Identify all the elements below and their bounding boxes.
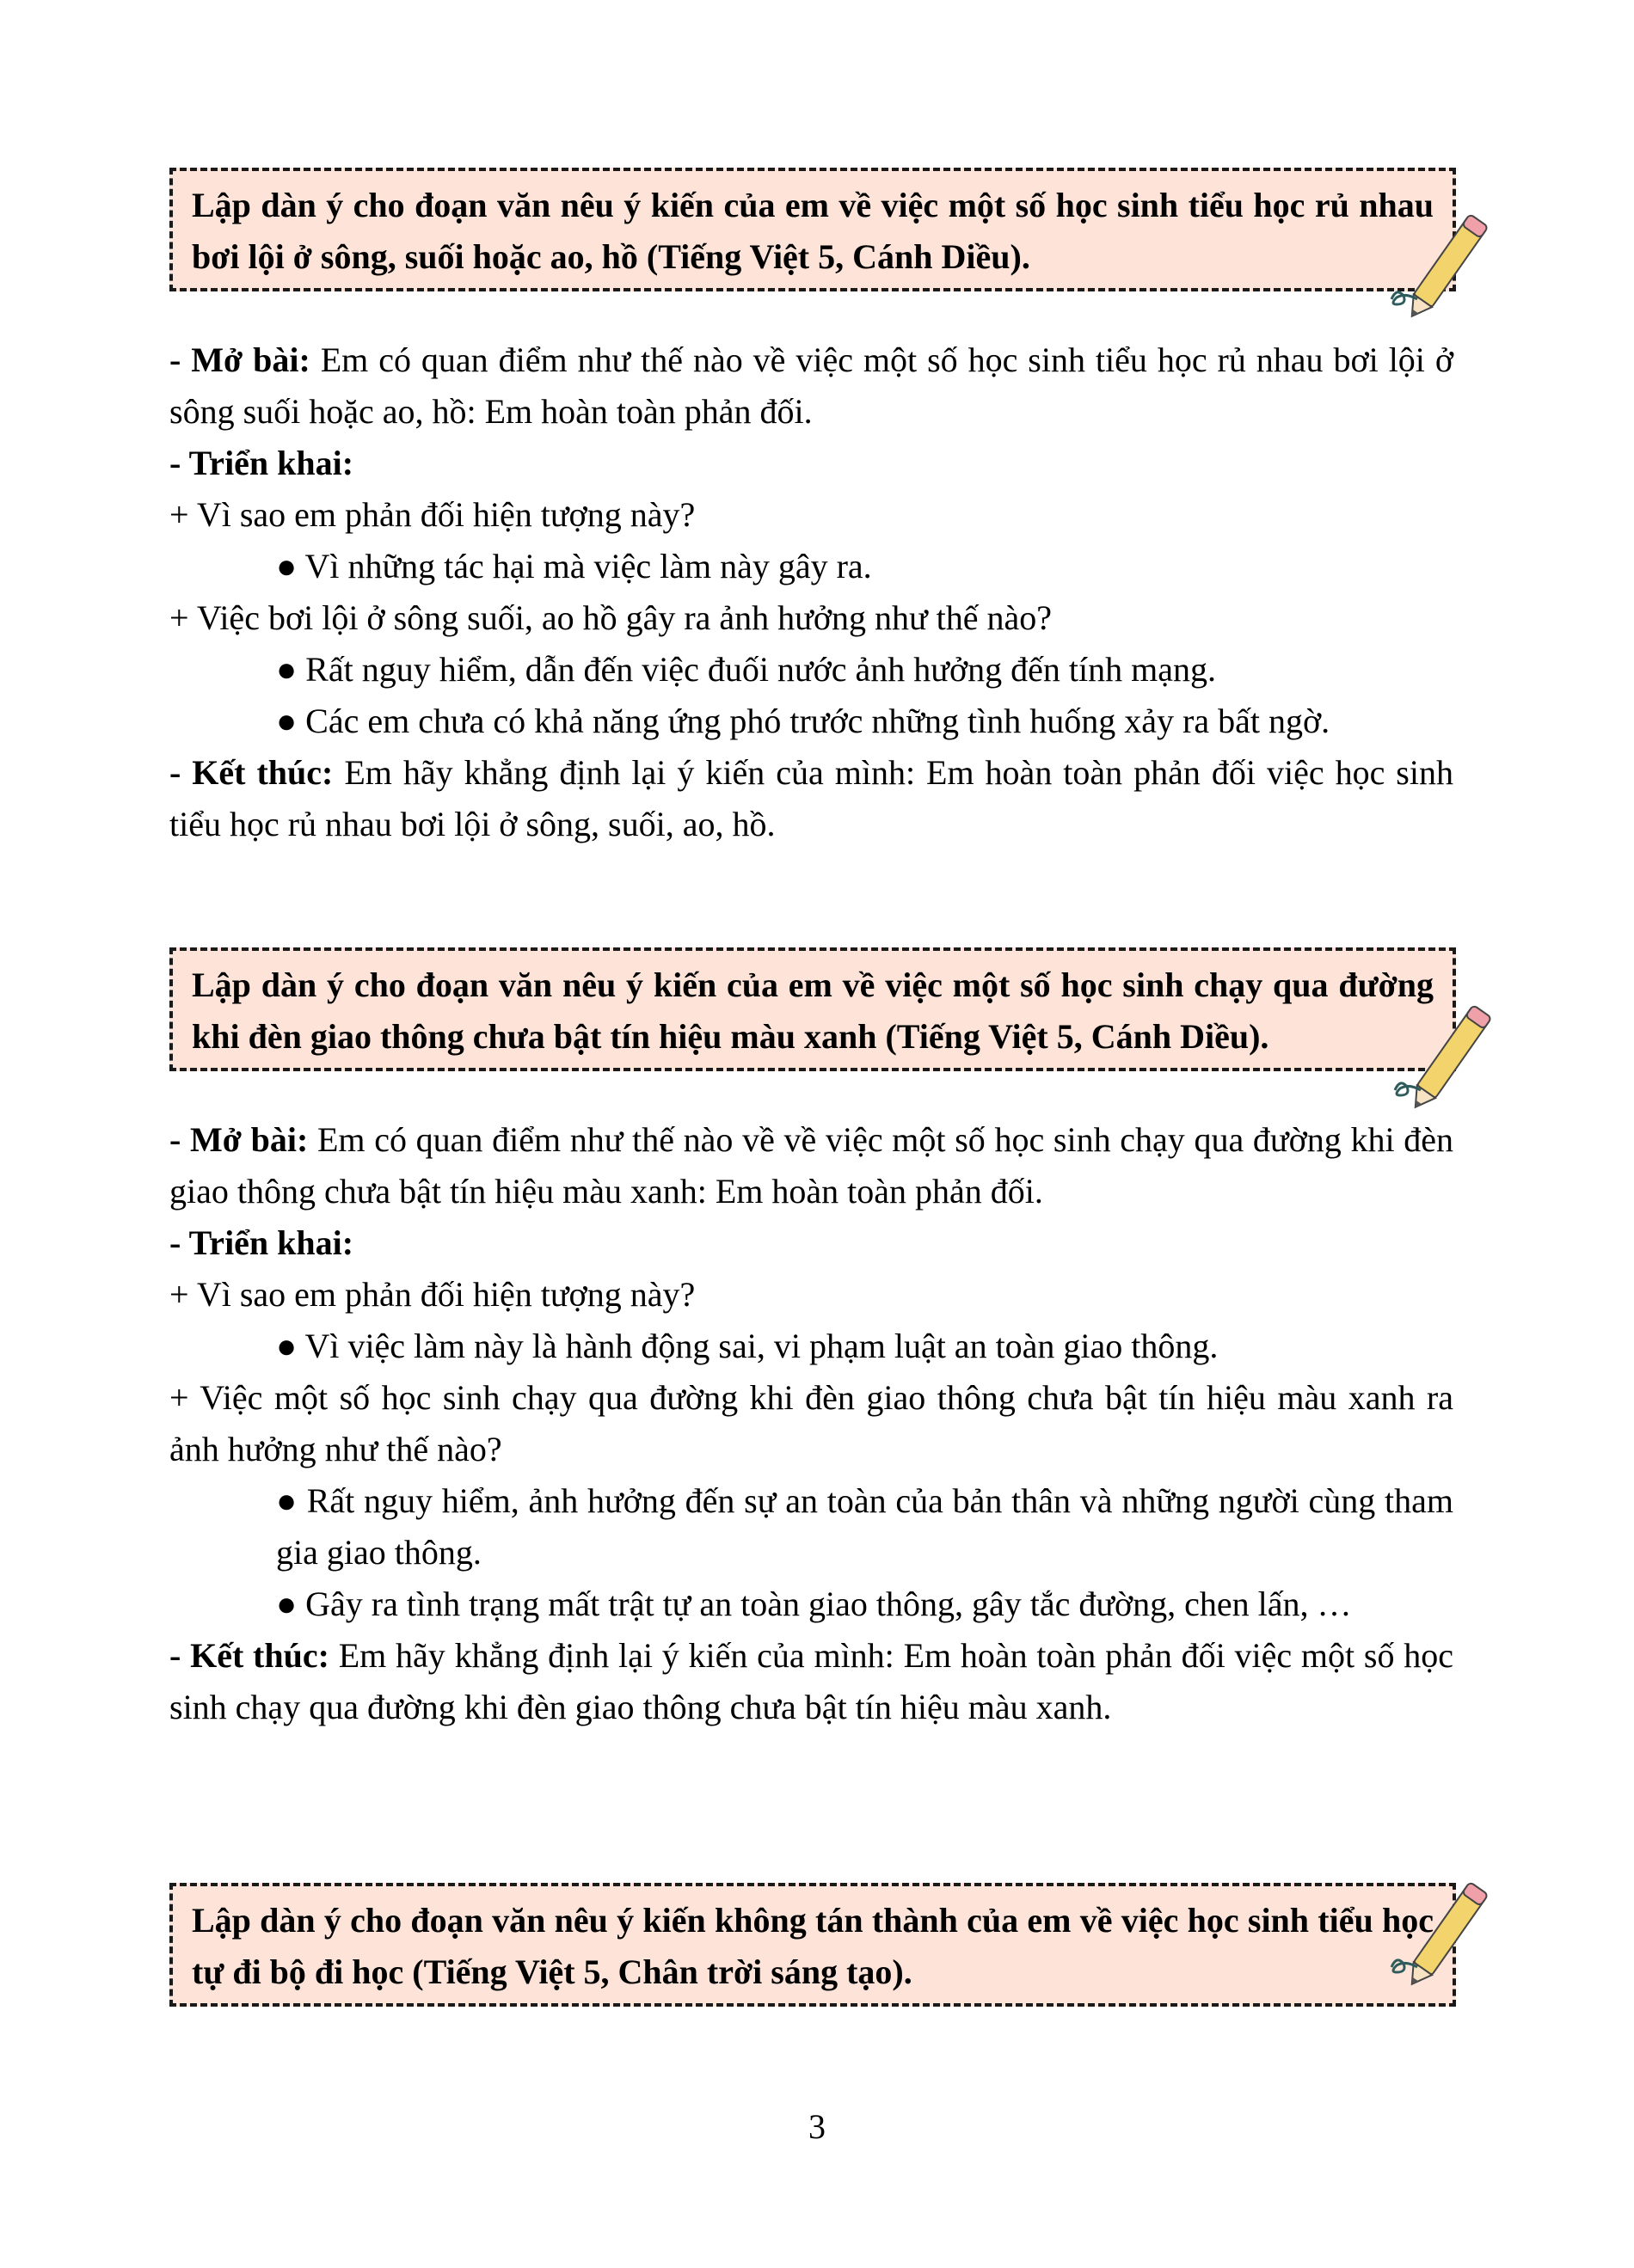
section-1 [169,168,1453,850]
pencil-icon [1374,1874,1503,1986]
question-2: + Việc bơi lội ở sông suối, ao hồ gây ra ảnh hưởng như thế nào? [169,598,1053,637]
question-2: + Việc một số học sinh chạy qua đường khi đèn giao thông chưa bật tín hiệu màu xanh ra ảnh hưởng như thế nào? [169,1378,1453,1468]
answer-2: ● Rất nguy hiểm, ảnh hưởng đến sự an toàn của bản thân và những người cùng tham gia giao thông. [276,1481,1453,1572]
ket-thuc-label: - Kết thúc: [169,753,334,792]
ket-thuc [169,747,1453,850]
exercise-title-box [169,168,1456,291]
answer-3: ● Các em chưa có khả năng ứng phó trước những tình huống xảy ra bất ngờ. [276,702,1330,740]
answer-2: ● Rất nguy hiểm, dẫn đến việc đuối nước ảnh hưởng đến tính mạng. [276,650,1216,689]
question-1: + Vì sao em phản đối hiện tượng này? [169,495,696,534]
answer-1: ● Vì những tác hại mà việc làm này gây ra. [276,547,872,585]
ket-thuc [169,1630,1453,1733]
pencil-icon [1374,206,1503,318]
mo-bai [169,334,1453,438]
answer-3: ● Gây ra tình trạng mất trật tự an toàn giao thông, gây tắc đường, chen lấn, … [276,1585,1352,1623]
section-2 [169,947,1453,1733]
mo-bai [169,1114,1453,1217]
mo-bai-text: Em có quan điểm như thế nào về về việc một số học sinh chạy qua đường khi đèn giao thông chưa bật tín hiệu màu xanh: Em hoàn toàn phản đối. [169,1120,1453,1211]
pencil-icon [1378,997,1507,1109]
section-3 [169,1883,1453,2007]
answer-1: ● Vì việc làm này là hành động sai, vi phạm luật an toàn giao thông. [276,1327,1219,1365]
trien-khai-label: - Triển khai: [169,444,354,482]
exercise-title-box [169,1883,1456,2007]
ket-thuc-text: Em hãy khẳng định lại ý kiến của mình: Em hoàn toàn phản đối việc một số học sinh chạy qua đường khi đèn giao thông chưa bật tín hiệu màu xanh. [169,1636,1453,1726]
ket-thuc-label: - Kết thúc: [169,1636,329,1675]
mo-bai-label: - Mở bài: [169,1120,309,1159]
ket-thuc-text: Em hãy khẳng định lại ý kiến của mình: Em hoàn toàn phản đối việc học sinh tiểu học rủ nhau bơi lội ở sông, suối, ao, hồ. [169,753,1453,843]
question-1: + Vì sao em phản đối hiện tượng này? [169,1275,696,1314]
exercise-title: Lập dàn ý cho đoạn văn nêu ý kiến của em về việc một số học sinh tiểu học rủ nhau bơi lội ở sông, suối hoặc ao, hồ (Tiếng Việt 5, Cánh Diều). [192,186,1434,276]
exercise-title: Lập dàn ý cho đoạn văn nêu ý kiến không tán thành của em về việc học sinh tiểu học tự đi bộ đi học (Tiếng Việt 5, Chân trời sáng tạo). [192,1901,1434,1991]
mo-bai-text: Em có quan điểm như thế nào về việc một số học sinh tiểu học rủ nhau bơi lội ở sông suối hoặc ao, hồ: Em hoàn toàn phản đối. [169,340,1454,431]
page-number: 3 [808,2107,826,2146]
exercise-title-box [169,947,1456,1071]
trien-khai-label: - Triển khai: [169,1223,354,1262]
mo-bai-label: - Mở bài: [169,340,310,379]
exercise-title: Lập dàn ý cho đoạn văn nêu ý kiến của em về việc một số học sinh chạy qua đường khi đèn giao thông chưa bật tín hiệu màu xanh (Tiếng Việt 5, Cánh Diều). [192,965,1434,1056]
